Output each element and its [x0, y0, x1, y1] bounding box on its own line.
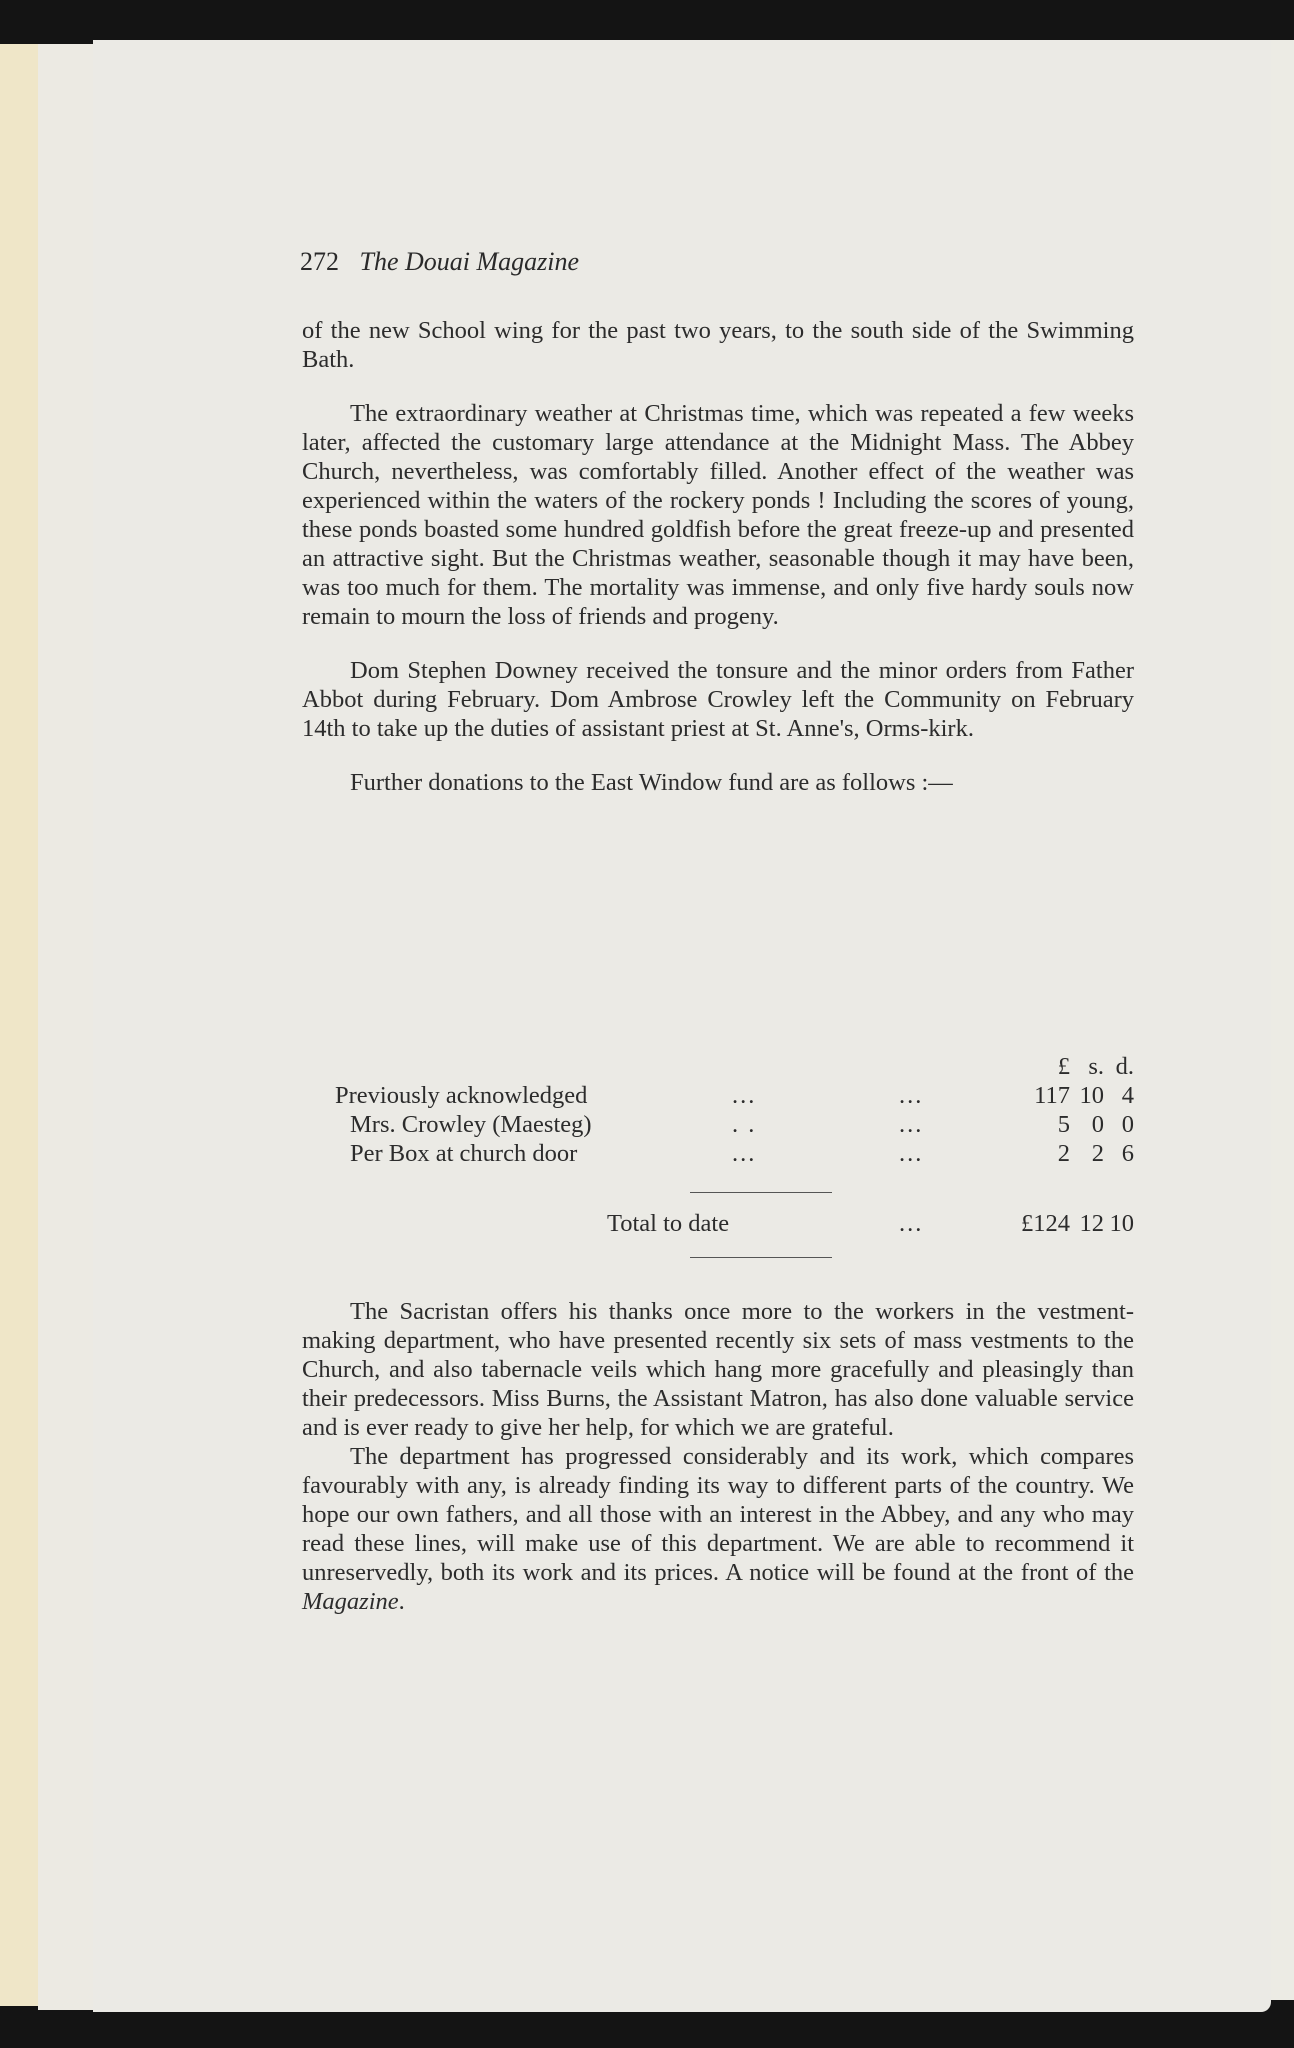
leader-dots: ... [899, 1082, 924, 1109]
pounds-value: 117 [1034, 1082, 1070, 1109]
paragraph-department [302, 1442, 1134, 1616]
page-number: 272 [300, 247, 339, 276]
pounds-value: 2 [1057, 1140, 1070, 1167]
page-stack-edge [38, 44, 53, 2010]
ledger-label: Mrs. Crowley (Maesteg) [350, 1111, 592, 1138]
page-stack-edge [68, 44, 94, 2010]
paragraph-donations-intro: Further donations to the East Window fund are as follows :— [350, 769, 953, 796]
shillings-value: 0 [1091, 1111, 1104, 1138]
total-shillings: 12 [1079, 1210, 1104, 1237]
ledger-total-row [302, 1210, 1134, 1239]
magazine-title: The Douai Magazine [359, 247, 580, 276]
donations-total [302, 1210, 1134, 1239]
ledger-label: Per Box at church door [350, 1140, 578, 1167]
paragraph-sacristan: The Sacristan offers his thanks once more to the workers in the vestment-making department, who have presented recently six sets of mass vestments to the Church, and also tabernacle veils which hang more gracefully and pleasingly than their predecessors. Miss Burns, the Assistant Matron, has also done valuable service and is ever ready to give her help, for which we are grateful. [302, 1298, 1134, 1441]
leader-dots: ... [899, 1111, 924, 1138]
leader-dots: ... [732, 1082, 757, 1109]
paragraph-department-text: The department has progressed considerably and its work, which compares favourably with any, is already finding its way to different parts of the country. We hope our own fathers, and all those with an interest in the Abbey, and any who may read these lines, will make use of this department. We are able to recommend it unreservedly, both its work and its prices. A notice will be found at the front of the [302, 1443, 1134, 1586]
leader-dots: ... [899, 1140, 924, 1167]
shillings-value: 2 [1091, 1140, 1104, 1167]
ledger-label: Previously acknowledged [335, 1082, 588, 1109]
book-binding-strip [0, 44, 38, 2006]
pounds-column-header: £ [1057, 1053, 1070, 1080]
pence-column-header: d. [1115, 1053, 1134, 1080]
total-pounds: £124 [1021, 1210, 1070, 1237]
pence-value: 0 [1121, 1111, 1134, 1138]
page-stack-edge [52, 44, 69, 2010]
ledger-row [302, 1111, 1134, 1140]
body-text-top [302, 316, 1134, 797]
running-header [300, 247, 579, 277]
ledger-row [302, 1140, 1134, 1169]
magazine-italic: Magazine [302, 1588, 399, 1615]
sum-rule-top [690, 1192, 832, 1193]
total-label: Total to date [607, 1210, 730, 1237]
shillings-value: 10 [1079, 1082, 1104, 1109]
paragraph-weather: The extraordinary weather at Christmas time, which was repeated a few weeks later, affected the customary large attendance at the Midnight Mass. The Abbey Church, nevertheless, was comfortably filled. Another effect of the weather was experienced within the waters of the rockery ponds ! Including the scores of young, these ponds boasted some hundred goldfish before the great freeze-up and presented an attractive sight. But the Christmas weather, seasonable though it may have been, was too much for them. The mortality was immense, and only five hardy souls now remain to mourn the loss of friends and progeny. [302, 400, 1134, 630]
next-page-edge [1268, 40, 1294, 2000]
ledger-header-row [302, 1053, 1134, 1082]
leader-dots: . . [732, 1111, 757, 1138]
body-text-bottom [302, 1297, 1134, 1641]
shillings-column-header: s. [1088, 1053, 1104, 1080]
donations-ledger [302, 1053, 1134, 1169]
leader-dots: ... [732, 1140, 757, 1167]
paragraph-end: . [398, 1588, 405, 1615]
pence-value: 6 [1121, 1140, 1134, 1167]
pounds-value: 5 [1057, 1111, 1070, 1138]
pence-value: 4 [1121, 1082, 1134, 1109]
paragraph-community-news: Dom Stephen Downey received the tonsure and the minor orders from Father Abbot during February. Dom Ambrose Crowley left the Community on February 14th to take up the duties of assistant priest at St. Anne's, Orms-kirk. [302, 657, 1134, 742]
sum-rule-bottom [690, 1257, 832, 1258]
total-pence: 10 [1109, 1210, 1134, 1237]
ledger-row [302, 1082, 1134, 1111]
leader-dots: ... [899, 1210, 924, 1237]
paragraph-continuation: of the new School wing for the past two years, to the south side of the Swimming Bath. [302, 317, 1134, 373]
